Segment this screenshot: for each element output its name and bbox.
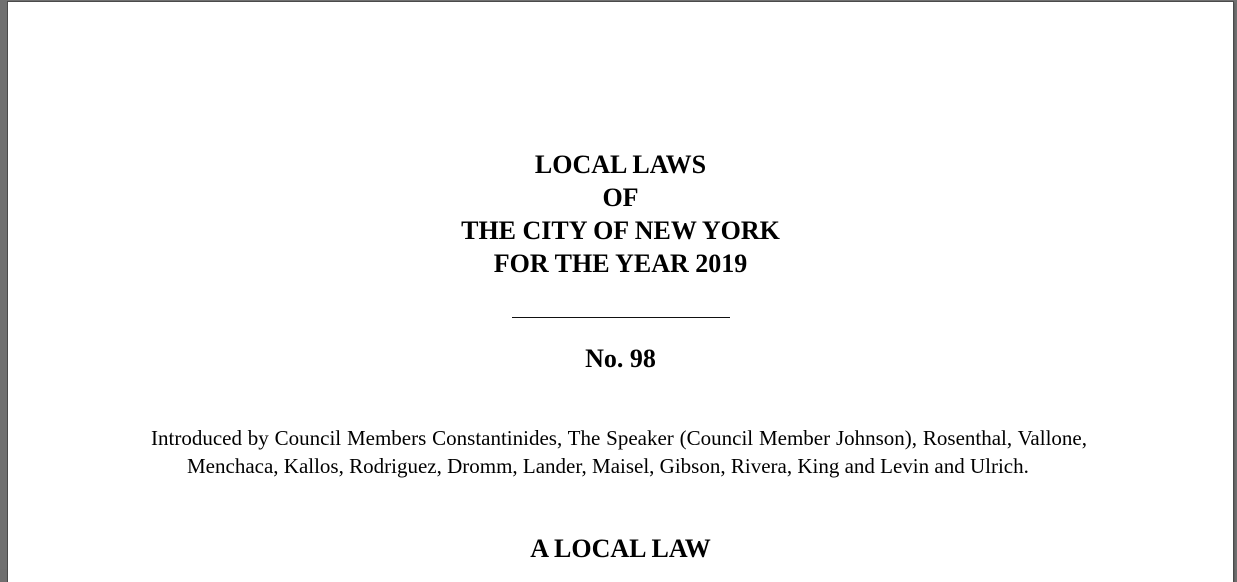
- title-line: THE CITY OF NEW YORK: [461, 216, 780, 245]
- document-page: [8, 2, 1233, 582]
- local-law-heading: A LOCAL LAW: [530, 534, 711, 563]
- title-line: LOCAL LAWS: [534, 150, 707, 179]
- title-line: OF: [602, 183, 639, 212]
- separator-rule: [512, 317, 730, 318]
- document-title: [8, 148, 1233, 280]
- introduced-by-paragraph: Introduced by Council Members Constantinides, The Speaker (Council Member Johnson), Rosenthal, Vallone, Menchaca, Kallos, Rodriguez, Dromm, Lander, Maisel, Gibson, Rivera, King and Levin and Ulrich.: [151, 426, 1087, 478]
- law-number: No. 98: [585, 344, 656, 373]
- title-line: FOR THE YEAR 2019: [493, 249, 748, 278]
